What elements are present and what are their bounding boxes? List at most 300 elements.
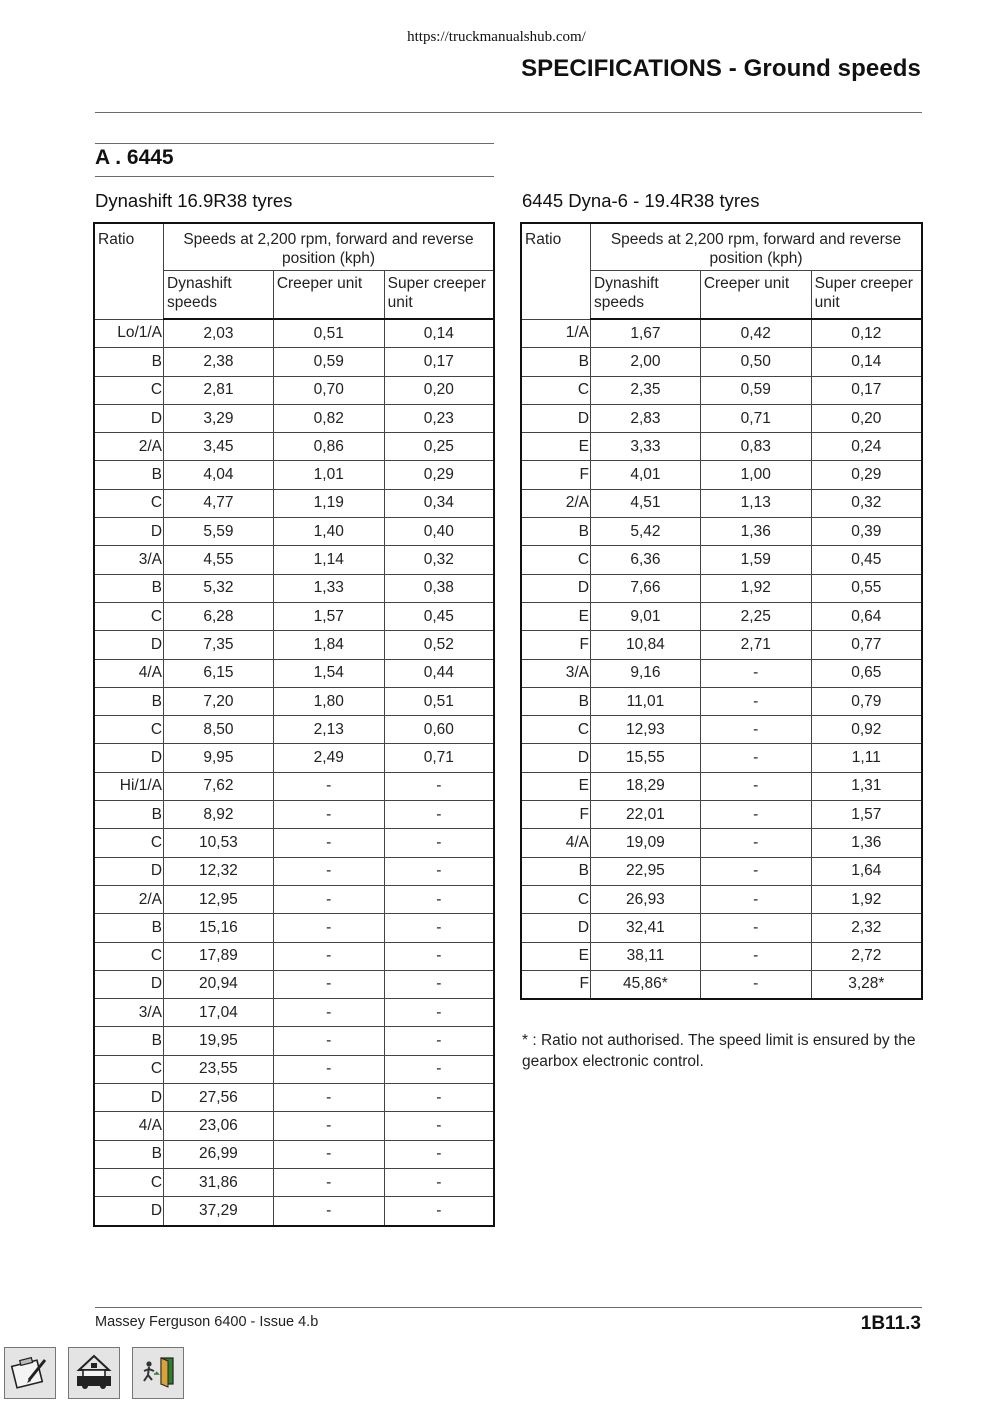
table-row [94, 1168, 494, 1196]
creeper-speed-cell: 2,13 [273, 716, 384, 744]
right-table-title: 6445 Dyna-6 - 19.4R38 tyres [522, 190, 760, 211]
footnote: * : Ratio not authorised. The speed limit is ensured by the gearbox electronic control. [522, 1032, 916, 1070]
dynashift-speed-cell: 26,99 [164, 1140, 274, 1168]
super-creeper-speed-cell: 0,55 [811, 574, 922, 602]
super-creeper-speed-cell: 0,64 [811, 602, 922, 630]
speeds-header: Speeds at 2,200 rpm, forward and reverse position (kph) [164, 223, 494, 270]
creeper-unit-header: Creeper unit [273, 270, 384, 319]
dynashift-speed-cell: 12,32 [164, 857, 274, 885]
exit-door-icon [137, 1350, 179, 1397]
table-row [521, 716, 922, 744]
creeper-speed-cell: - [273, 970, 384, 998]
creeper-speed-cell: 0,59 [700, 376, 811, 404]
super-creeper-speed-cell: 1,57 [811, 801, 922, 829]
dynashift-speed-cell: 5,32 [164, 574, 274, 602]
ratio-cell: B [94, 801, 164, 829]
super-creeper-speed-cell: 0,29 [811, 461, 922, 489]
table-row [521, 574, 922, 602]
dynashift-speed-cell: 9,01 [591, 602, 701, 630]
dynashift-speed-cell: 8,92 [164, 801, 274, 829]
ratio-cell: B [94, 914, 164, 942]
super-creeper-speed-cell: 0,40 [384, 518, 494, 546]
super-creeper-speed-cell: 2,32 [811, 914, 922, 942]
table-row [94, 489, 494, 517]
table-row [521, 829, 922, 857]
table-row [521, 376, 922, 404]
table-row [521, 518, 922, 546]
creeper-speed-cell: 2,49 [273, 744, 384, 772]
super-creeper-unit-header: Super creeper unit [811, 270, 922, 319]
creeper-speed-cell: 1,59 [700, 546, 811, 574]
ratio-cell: B [521, 857, 591, 885]
creeper-speed-cell: - [700, 801, 811, 829]
table-row [94, 970, 494, 998]
left-speed-table [93, 222, 495, 1227]
table-row [521, 546, 922, 574]
table-row [94, 376, 494, 404]
creeper-speed-cell: 1,36 [700, 518, 811, 546]
creeper-speed-cell: 1,19 [273, 489, 384, 517]
dynashift-speed-cell: 3,45 [164, 433, 274, 461]
creeper-speed-cell: 1,01 [273, 461, 384, 489]
super-creeper-speed-cell: - [384, 999, 494, 1027]
left-table-title: Dynashift 16.9R38 tyres [95, 190, 293, 211]
creeper-speed-cell: - [273, 772, 384, 800]
super-creeper-speed-cell: - [384, 829, 494, 857]
creeper-speed-cell: - [273, 999, 384, 1027]
table-row [521, 461, 922, 489]
super-creeper-speed-cell: 0,45 [384, 602, 494, 630]
super-creeper-speed-cell: 0,32 [384, 546, 494, 574]
creeper-speed-cell: - [273, 942, 384, 970]
clipboard-pencil-icon [9, 1350, 51, 1397]
table-row [521, 914, 922, 942]
table-row [521, 319, 922, 348]
right-speed-table [520, 222, 923, 1000]
creeper-speed-cell: - [700, 857, 811, 885]
creeper-speed-cell: 1,13 [700, 489, 811, 517]
dynashift-speed-cell: 7,62 [164, 772, 274, 800]
super-creeper-speed-cell: 0,34 [384, 489, 494, 517]
notes-button[interactable] [4, 1347, 56, 1399]
ratio-cell: C [521, 885, 591, 913]
ratio-cell: D [521, 744, 591, 772]
section-title: A . 6445 [95, 146, 174, 169]
ratio-cell: C [94, 942, 164, 970]
creeper-speed-cell: 0,83 [700, 433, 811, 461]
dynashift-speed-cell: 32,41 [591, 914, 701, 942]
home-icon [73, 1350, 115, 1397]
dynashift-speed-cell: 45,86* [591, 970, 701, 999]
ratio-cell: D [94, 970, 164, 998]
table-row [94, 518, 494, 546]
dynashift-speed-cell: 2,03 [164, 319, 274, 348]
creeper-speed-cell: 1,00 [700, 461, 811, 489]
super-creeper-speed-cell: 1,36 [811, 829, 922, 857]
dynashift-speed-cell: 5,42 [591, 518, 701, 546]
ratio-cell: E [521, 942, 591, 970]
ratio-cell: B [94, 1140, 164, 1168]
super-creeper-speed-cell: 0,60 [384, 716, 494, 744]
dynashift-speed-cell: 20,94 [164, 970, 274, 998]
dynashift-speed-cell: 4,77 [164, 489, 274, 517]
dynashift-speed-cell: 2,35 [591, 376, 701, 404]
dynashift-speed-cell: 3,29 [164, 404, 274, 432]
creeper-speed-cell: - [700, 687, 811, 715]
table-row [521, 970, 922, 999]
ratio-cell: D [94, 631, 164, 659]
super-creeper-speed-cell: - [384, 914, 494, 942]
table-row [94, 801, 494, 829]
super-creeper-speed-cell: 0,51 [384, 687, 494, 715]
creeper-speed-cell: - [273, 885, 384, 913]
dynashift-speed-cell: 19,95 [164, 1027, 274, 1055]
ratio-cell: 4/A [94, 659, 164, 687]
creeper-speed-cell: 0,86 [273, 433, 384, 461]
ratio-cell: B [521, 687, 591, 715]
dynashift-speed-cell: 15,55 [591, 744, 701, 772]
creeper-speed-cell: - [700, 914, 811, 942]
ratio-cell: 2/A [94, 433, 164, 461]
dynashift-speed-cell: 5,59 [164, 518, 274, 546]
ratio-cell: C [521, 716, 591, 744]
creeper-speed-cell: 0,59 [273, 348, 384, 376]
creeper-speed-cell: - [700, 659, 811, 687]
super-creeper-speed-cell: - [384, 970, 494, 998]
table-row [521, 744, 922, 772]
table-row [521, 602, 922, 630]
table-row [94, 687, 494, 715]
creeper-speed-cell: 1,92 [700, 574, 811, 602]
dynashift-speed-cell: 17,04 [164, 999, 274, 1027]
creeper-speed-cell: 0,50 [700, 348, 811, 376]
creeper-speed-cell: - [700, 744, 811, 772]
dynashift-speed-cell: 1,67 [591, 319, 701, 348]
dynashift-speed-cell: 6,28 [164, 602, 274, 630]
ratio-cell: F [521, 970, 591, 999]
ratio-cell: B [521, 518, 591, 546]
ratio-cell: D [94, 857, 164, 885]
table-row [94, 574, 494, 602]
table-row [521, 801, 922, 829]
super-creeper-speed-cell: 0,12 [811, 319, 922, 348]
super-creeper-speed-cell: 0,23 [384, 404, 494, 432]
super-creeper-speed-cell: - [384, 1084, 494, 1112]
creeper-speed-cell: - [273, 1168, 384, 1196]
ratio-cell: D [94, 404, 164, 432]
ratio-cell: Hi/1/A [94, 772, 164, 800]
super-creeper-speed-cell: 0,39 [811, 518, 922, 546]
creeper-speed-cell: 2,71 [700, 631, 811, 659]
dynashift-speed-cell: 23,06 [164, 1112, 274, 1140]
creeper-speed-cell: - [273, 1084, 384, 1112]
ratio-cell: C [521, 376, 591, 404]
ratio-cell: D [94, 744, 164, 772]
table-row [94, 631, 494, 659]
super-creeper-speed-cell: - [384, 1140, 494, 1168]
super-creeper-speed-cell: 0,45 [811, 546, 922, 574]
ratio-cell: B [94, 348, 164, 376]
table-row [94, 999, 494, 1027]
table-row [94, 1112, 494, 1140]
ratio-cell: C [94, 1055, 164, 1083]
super-creeper-speed-cell: - [384, 942, 494, 970]
ratio-cell: 4/A [94, 1112, 164, 1140]
super-creeper-speed-cell: 0,29 [384, 461, 494, 489]
super-creeper-speed-cell: - [384, 1027, 494, 1055]
footer-publication: Massey Ferguson 6400 - Issue 4.b [95, 1314, 319, 1330]
creeper-speed-cell: - [273, 1197, 384, 1226]
dynashift-speed-cell: 6,15 [164, 659, 274, 687]
source-url: https://truckmanualshub.com/ [407, 29, 586, 45]
ratio-cell: 2/A [521, 489, 591, 517]
table-row [94, 744, 494, 772]
creeper-speed-cell: 1,84 [273, 631, 384, 659]
table-row [94, 772, 494, 800]
dynashift-speed-cell: 17,89 [164, 942, 274, 970]
ratio-cell: B [521, 348, 591, 376]
table-row [521, 348, 922, 376]
super-creeper-speed-cell: 0,38 [384, 574, 494, 602]
dynashift-speed-cell: 7,35 [164, 631, 274, 659]
super-creeper-speed-cell: 3,28* [811, 970, 922, 999]
ratio-cell: D [521, 574, 591, 602]
ratio-cell: C [94, 376, 164, 404]
dynashift-speed-cell: 22,95 [591, 857, 701, 885]
dynashift-speed-cell: 9,95 [164, 744, 274, 772]
table-row [94, 829, 494, 857]
creeper-speed-cell: - [273, 1027, 384, 1055]
table-row [94, 433, 494, 461]
super-creeper-speed-cell: - [384, 885, 494, 913]
super-creeper-speed-cell: 0,20 [384, 376, 494, 404]
dynashift-speed-cell: 2,00 [591, 348, 701, 376]
home-button[interactable] [68, 1347, 120, 1399]
dynashift-speed-cell: 4,01 [591, 461, 701, 489]
super-creeper-speed-cell: 1,31 [811, 772, 922, 800]
ratio-cell: 2/A [94, 885, 164, 913]
dynashift-speed-cell: 11,01 [591, 687, 701, 715]
dynashift-speed-cell: 4,04 [164, 461, 274, 489]
footer-page-number: 1B11.3 [860, 1313, 921, 1334]
creeper-speed-cell: - [273, 801, 384, 829]
super-creeper-speed-cell: - [384, 772, 494, 800]
ratio-cell: Lo/1/A [94, 319, 164, 348]
creeper-speed-cell: - [273, 914, 384, 942]
ratio-cell: 4/A [521, 829, 591, 857]
ratio-cell: D [521, 914, 591, 942]
ratio-cell: C [521, 546, 591, 574]
table-row [94, 716, 494, 744]
dynashift-speed-cell: 2,83 [591, 404, 701, 432]
ratio-header: Ratio [94, 223, 164, 319]
table-row [94, 1027, 494, 1055]
creeper-speed-cell: - [700, 885, 811, 913]
footer-rule [95, 1307, 922, 1308]
creeper-speed-cell: - [273, 829, 384, 857]
exit-button[interactable] [132, 1347, 184, 1399]
creeper-speed-cell: - [273, 1112, 384, 1140]
table-row [94, 404, 494, 432]
dynashift-speed-cell: 12,95 [164, 885, 274, 913]
ratio-cell: F [521, 461, 591, 489]
ratio-cell: B [94, 461, 164, 489]
table-row [94, 546, 494, 574]
dynashift-speed-cell: 22,01 [591, 801, 701, 829]
table-row [94, 942, 494, 970]
super-creeper-speed-cell: 0,32 [811, 489, 922, 517]
super-creeper-speed-cell: - [384, 1112, 494, 1140]
section-rule-bottom [95, 176, 494, 177]
super-creeper-speed-cell: - [384, 1168, 494, 1196]
table-row [521, 404, 922, 432]
table-row [94, 461, 494, 489]
table-row [94, 1055, 494, 1083]
dynashift-speed-cell: 4,51 [591, 489, 701, 517]
ratio-cell: C [94, 716, 164, 744]
dynashift-speed-cell: 12,93 [591, 716, 701, 744]
ratio-cell: D [94, 1197, 164, 1226]
super-creeper-speed-cell: 0,71 [384, 744, 494, 772]
creeper-speed-cell: 1,57 [273, 602, 384, 630]
super-creeper-speed-cell: - [384, 1197, 494, 1226]
super-creeper-speed-cell: 0,65 [811, 659, 922, 687]
dynashift-speed-cell: 37,29 [164, 1197, 274, 1226]
ratio-cell: C [94, 829, 164, 857]
dynashift-speed-cell: 7,66 [591, 574, 701, 602]
ratio-cell: F [521, 801, 591, 829]
table-row [521, 857, 922, 885]
ratio-cell: B [94, 574, 164, 602]
super-creeper-unit-header: Super creeper unit [384, 270, 494, 319]
super-creeper-speed-cell: 0,17 [384, 348, 494, 376]
ratio-cell: E [521, 602, 591, 630]
ratio-cell: F [521, 631, 591, 659]
super-creeper-speed-cell: 0,79 [811, 687, 922, 715]
table-row [521, 772, 922, 800]
table-row [94, 1140, 494, 1168]
dynashift-speed-cell: 18,29 [591, 772, 701, 800]
creeper-speed-cell: 0,82 [273, 404, 384, 432]
dynashift-speed-cell: 9,16 [591, 659, 701, 687]
creeper-speed-cell: 0,51 [273, 319, 384, 348]
super-creeper-speed-cell: 0,20 [811, 404, 922, 432]
dynashift-speed-cell: 38,11 [591, 942, 701, 970]
ratio-cell: C [94, 602, 164, 630]
super-creeper-speed-cell: 0,14 [384, 319, 494, 348]
super-creeper-speed-cell: - [384, 801, 494, 829]
ratio-cell: D [94, 1084, 164, 1112]
ratio-cell: D [94, 518, 164, 546]
dynashift-speed-cell: 10,84 [591, 631, 701, 659]
table-row [521, 659, 922, 687]
dynashift-speed-cell: 27,56 [164, 1084, 274, 1112]
ratio-cell: C [94, 489, 164, 517]
ratio-header: Ratio [521, 223, 591, 319]
header-rule [95, 112, 922, 113]
dynashift-speeds-header: Dynashift speeds [591, 270, 701, 319]
super-creeper-speed-cell: 0,25 [384, 433, 494, 461]
creeper-speed-cell: 0,70 [273, 376, 384, 404]
table-row [521, 942, 922, 970]
creeper-speed-cell: 1,54 [273, 659, 384, 687]
ratio-cell: E [521, 772, 591, 800]
creeper-speed-cell: 1,40 [273, 518, 384, 546]
dynashift-speed-cell: 19,09 [591, 829, 701, 857]
creeper-speed-cell: - [273, 857, 384, 885]
super-creeper-speed-cell: 1,64 [811, 857, 922, 885]
creeper-speed-cell: - [700, 772, 811, 800]
creeper-speed-cell: - [273, 1055, 384, 1083]
super-creeper-speed-cell: - [384, 1055, 494, 1083]
super-creeper-speed-cell: 0,24 [811, 433, 922, 461]
super-creeper-speed-cell: 0,14 [811, 348, 922, 376]
ratio-cell: B [94, 1027, 164, 1055]
dynashift-speed-cell: 23,55 [164, 1055, 274, 1083]
table-row [521, 885, 922, 913]
dynashift-speed-cell: 3,33 [591, 433, 701, 461]
dynashift-speed-cell: 7,20 [164, 687, 274, 715]
page-title: SPECIFICATIONS - Ground speeds [521, 55, 921, 82]
dynashift-speed-cell: 4,55 [164, 546, 274, 574]
ratio-cell: D [521, 404, 591, 432]
table-row [94, 1084, 494, 1112]
ratio-cell: 3/A [94, 999, 164, 1027]
super-creeper-speed-cell: 0,17 [811, 376, 922, 404]
dynashift-speeds-header: Dynashift speeds [164, 270, 274, 319]
table-row [94, 348, 494, 376]
super-creeper-speed-cell: 0,52 [384, 631, 494, 659]
table-row [94, 914, 494, 942]
dynashift-speed-cell: 8,50 [164, 716, 274, 744]
dynashift-speed-cell: 31,86 [164, 1168, 274, 1196]
section-rule-top [95, 143, 494, 144]
table-row [521, 489, 922, 517]
speeds-header: Speeds at 2,200 rpm, forward and reverse position (kph) [591, 223, 922, 270]
table-row [94, 319, 494, 348]
ratio-cell: B [94, 687, 164, 715]
table-row [94, 659, 494, 687]
creeper-unit-header: Creeper unit [700, 270, 811, 319]
creeper-speed-cell: 0,71 [700, 404, 811, 432]
creeper-speed-cell: - [273, 1140, 384, 1168]
super-creeper-speed-cell: 0,92 [811, 716, 922, 744]
dynashift-speed-cell: 2,38 [164, 348, 274, 376]
super-creeper-speed-cell: 2,72 [811, 942, 922, 970]
creeper-speed-cell: 1,33 [273, 574, 384, 602]
table-row [521, 631, 922, 659]
creeper-speed-cell: - [700, 829, 811, 857]
creeper-speed-cell: 1,80 [273, 687, 384, 715]
dynashift-speed-cell: 2,81 [164, 376, 274, 404]
super-creeper-speed-cell: 1,11 [811, 744, 922, 772]
ratio-cell: C [94, 1168, 164, 1196]
dynashift-speed-cell: 26,93 [591, 885, 701, 913]
dynashift-speed-cell: 10,53 [164, 829, 274, 857]
creeper-speed-cell: 2,25 [700, 602, 811, 630]
super-creeper-speed-cell: - [384, 857, 494, 885]
creeper-speed-cell: 1,14 [273, 546, 384, 574]
table-row [94, 885, 494, 913]
super-creeper-speed-cell: 0,44 [384, 659, 494, 687]
dynashift-speed-cell: 6,36 [591, 546, 701, 574]
ratio-cell: 1/A [521, 319, 591, 348]
table-row [94, 857, 494, 885]
ratio-cell: 3/A [521, 659, 591, 687]
creeper-speed-cell: 0,42 [700, 319, 811, 348]
creeper-speed-cell: - [700, 970, 811, 999]
creeper-speed-cell: - [700, 942, 811, 970]
